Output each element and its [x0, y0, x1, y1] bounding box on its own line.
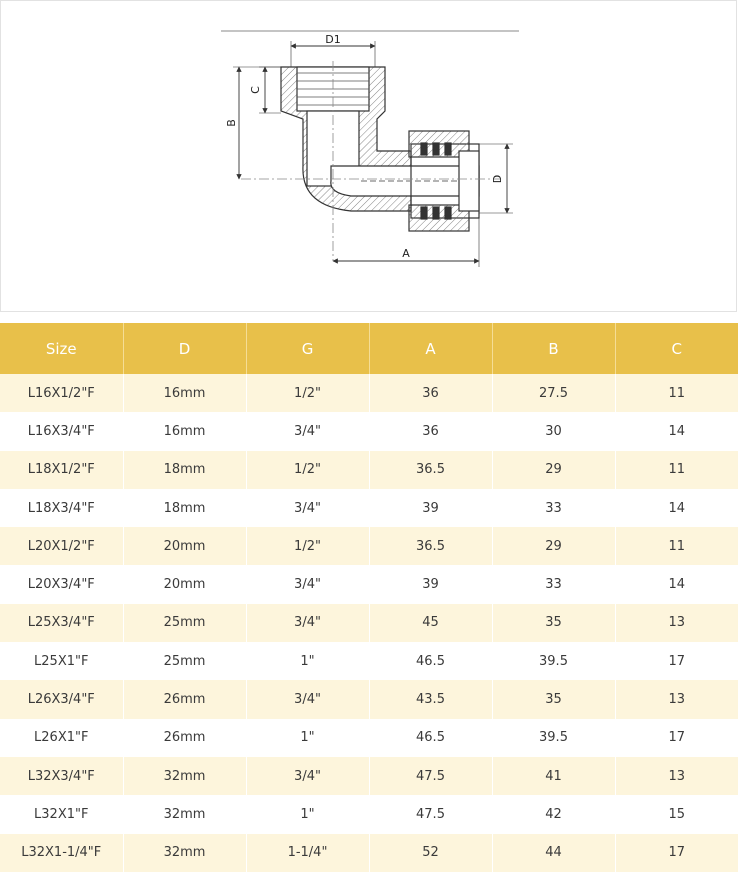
cell-c: 11 — [615, 451, 738, 489]
cell-d: 25mm — [123, 604, 246, 642]
cell-size: L26X1"F — [0, 719, 123, 757]
cell-a: 47.5 — [369, 757, 492, 795]
header-d: D — [123, 323, 246, 374]
elbow-fitting-section-drawing — [1, 1, 738, 313]
table-header-row — [0, 323, 738, 374]
cell-a: 36.5 — [369, 451, 492, 489]
table-row — [0, 374, 738, 412]
cell-b: 27.5 — [492, 374, 615, 412]
header-a: A — [369, 323, 492, 374]
cell-a: 43.5 — [369, 680, 492, 718]
technical-drawing-panel — [0, 0, 737, 312]
table-row — [0, 719, 738, 757]
cell-b: 44 — [492, 834, 615, 872]
cell-b: 35 — [492, 680, 615, 718]
cell-c: 13 — [615, 757, 738, 795]
cell-g: 3/4" — [246, 680, 369, 718]
cell-d: 20mm — [123, 527, 246, 565]
cell-size: L25X3/4"F — [0, 604, 123, 642]
cell-c: 14 — [615, 489, 738, 527]
header-c: C — [615, 323, 738, 374]
cell-g: 3/4" — [246, 604, 369, 642]
cell-c: 11 — [615, 527, 738, 565]
cell-size: L16X1/2"F — [0, 374, 123, 412]
cell-b: 35 — [492, 604, 615, 642]
cell-size: L26X3/4"F — [0, 680, 123, 718]
cell-g: 3/4" — [246, 565, 369, 603]
cell-a: 36 — [369, 374, 492, 412]
cell-a: 36.5 — [369, 527, 492, 565]
cell-b: 29 — [492, 527, 615, 565]
table-row — [0, 412, 738, 450]
cell-size: L20X3/4"F — [0, 565, 123, 603]
cell-d: 18mm — [123, 451, 246, 489]
cell-b: 42 — [492, 795, 615, 833]
cell-d: 32mm — [123, 757, 246, 795]
cell-size: L25X1"F — [0, 642, 123, 680]
header-g: G — [246, 323, 369, 374]
d1-label: D1 — [325, 33, 341, 46]
cell-b: 30 — [492, 412, 615, 450]
cell-c: 17 — [615, 642, 738, 680]
cell-c: 14 — [615, 565, 738, 603]
table-row — [0, 757, 738, 795]
header-size: Size — [0, 323, 123, 374]
cell-size: L32X1-1/4"F — [0, 834, 123, 872]
cell-g: 1/2" — [246, 527, 369, 565]
cell-c: 17 — [615, 719, 738, 757]
cell-b: 39.5 — [492, 642, 615, 680]
cell-d: 26mm — [123, 680, 246, 718]
table-row — [0, 680, 738, 718]
table-row — [0, 451, 738, 489]
cell-size: L32X3/4"F — [0, 757, 123, 795]
cell-b: 41 — [492, 757, 615, 795]
cell-a: 46.5 — [369, 642, 492, 680]
cell-a: 36 — [369, 412, 492, 450]
cell-d: 20mm — [123, 565, 246, 603]
cell-g: 3/4" — [246, 489, 369, 527]
fitting-body — [281, 67, 479, 231]
table-row — [0, 527, 738, 565]
table-body — [0, 374, 738, 872]
cell-a: 52 — [369, 834, 492, 872]
cell-size: L18X3/4"F — [0, 489, 123, 527]
cell-b: 33 — [492, 489, 615, 527]
cell-g: 1" — [246, 642, 369, 680]
cell-g: 1-1/4" — [246, 834, 369, 872]
d-label: D — [491, 174, 504, 184]
cell-size: L18X1/2"F — [0, 451, 123, 489]
cell-g: 3/4" — [246, 412, 369, 450]
cell-b: 29 — [492, 451, 615, 489]
cell-d: 16mm — [123, 374, 246, 412]
cell-c: 11 — [615, 374, 738, 412]
cell-size: L32X1"F — [0, 795, 123, 833]
table-row — [0, 604, 738, 642]
a-label: A — [402, 247, 410, 260]
table-row — [0, 795, 738, 833]
header-b: B — [492, 323, 615, 374]
table-row — [0, 489, 738, 527]
cell-g: 1/2" — [246, 451, 369, 489]
table-row — [0, 565, 738, 603]
cell-a: 39 — [369, 489, 492, 527]
cell-c: 14 — [615, 412, 738, 450]
c-label: C — [249, 86, 262, 94]
cell-c: 17 — [615, 834, 738, 872]
cell-b: 39.5 — [492, 719, 615, 757]
cell-c: 13 — [615, 604, 738, 642]
cell-g: 3/4" — [246, 757, 369, 795]
cell-a: 47.5 — [369, 795, 492, 833]
cell-b: 33 — [492, 565, 615, 603]
cell-c: 15 — [615, 795, 738, 833]
cell-c: 13 — [615, 680, 738, 718]
b-label: B — [225, 119, 238, 127]
cell-g: 1/2" — [246, 374, 369, 412]
cell-size: L20X1/2"F — [0, 527, 123, 565]
cell-d: 18mm — [123, 489, 246, 527]
cell-a: 39 — [369, 565, 492, 603]
cell-g: 1" — [246, 795, 369, 833]
cell-d: 26mm — [123, 719, 246, 757]
cell-a: 46.5 — [369, 719, 492, 757]
table-row — [0, 642, 738, 680]
specification-table — [0, 323, 738, 872]
cell-size: L16X3/4"F — [0, 412, 123, 450]
cell-d: 25mm — [123, 642, 246, 680]
cell-d: 32mm — [123, 795, 246, 833]
cell-g: 1" — [246, 719, 369, 757]
cell-d: 32mm — [123, 834, 246, 872]
cell-a: 45 — [369, 604, 492, 642]
table-row — [0, 834, 738, 872]
cell-d: 16mm — [123, 412, 246, 450]
